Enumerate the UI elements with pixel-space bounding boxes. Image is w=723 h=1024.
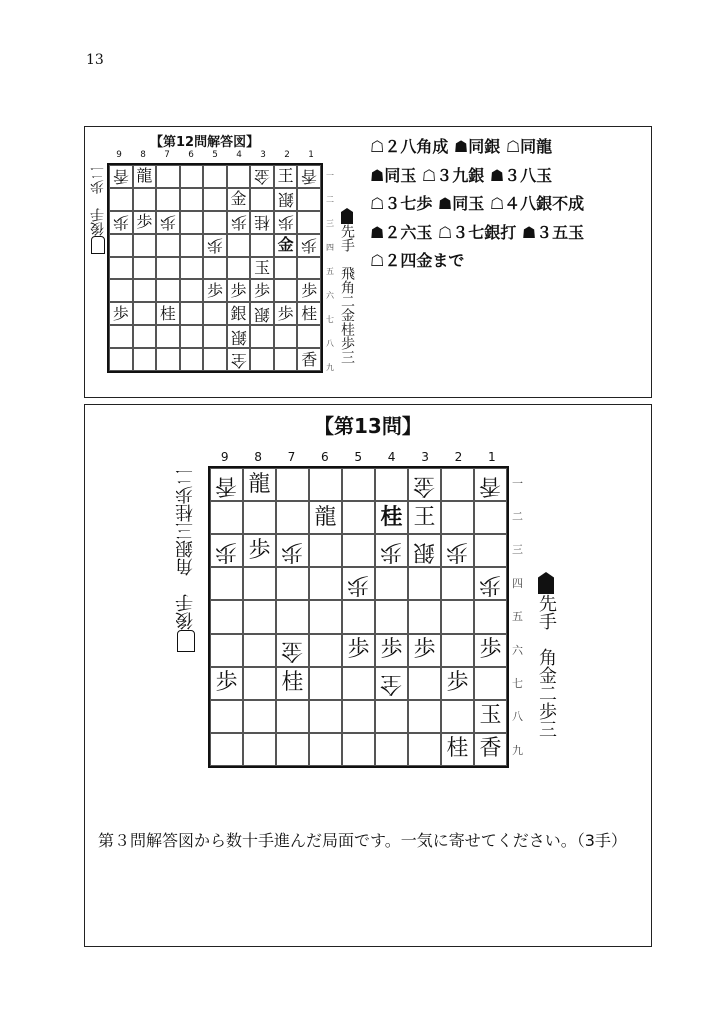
gote-piece: 歩 bbox=[215, 538, 238, 564]
q12-answer-moves bbox=[370, 133, 584, 276]
q12-sente-hand bbox=[337, 208, 357, 364]
file-label: 8 bbox=[140, 150, 146, 160]
board-square-5-9 bbox=[342, 733, 375, 766]
board-square-6-4 bbox=[309, 567, 342, 600]
board-square-7-7 bbox=[276, 667, 309, 700]
board-square-8-4 bbox=[243, 567, 276, 600]
gote-icon bbox=[177, 630, 195, 652]
q12-gote-hand bbox=[88, 166, 108, 254]
file-label: 2 bbox=[284, 150, 290, 160]
sente-piece: 玉 bbox=[254, 257, 271, 277]
sente-piece: 王 bbox=[413, 504, 436, 530]
sente-piece: 桂 bbox=[446, 736, 469, 762]
board-square-1-6 bbox=[474, 634, 507, 667]
board-square-7-9 bbox=[156, 348, 180, 371]
board-square-9-8 bbox=[109, 325, 133, 348]
sente-piece: 歩 bbox=[380, 637, 403, 663]
board-square-3-3 bbox=[250, 211, 274, 234]
gote-piece: 金 bbox=[254, 167, 271, 187]
gote-piece: 桂 bbox=[254, 213, 271, 233]
sente-piece: 龍 bbox=[136, 166, 153, 186]
board-square-5-8 bbox=[203, 325, 227, 348]
board-square-9-7 bbox=[210, 667, 243, 700]
board-square-9-9 bbox=[210, 733, 243, 766]
board-square-6-5 bbox=[180, 257, 204, 280]
board-square-9-2 bbox=[210, 501, 243, 534]
board-square-1-4 bbox=[297, 234, 321, 257]
board-square-3-6 bbox=[408, 634, 441, 667]
file-label: 1 bbox=[487, 450, 496, 464]
sente-piece: 歩 bbox=[136, 212, 153, 232]
board-square-6-5 bbox=[309, 600, 342, 633]
q13-gote-hand-text: 後手 角銀三桂歩二 bbox=[175, 468, 196, 630]
board-square-3-1 bbox=[408, 468, 441, 501]
gote-piece: 歩 bbox=[206, 236, 223, 256]
file-label: 5 bbox=[354, 450, 363, 464]
board-square-5-8 bbox=[342, 700, 375, 733]
board-square-6-1 bbox=[309, 468, 342, 501]
board-square-2-6 bbox=[274, 279, 298, 302]
q12-file-labels bbox=[107, 150, 323, 160]
board-square-9-5 bbox=[210, 600, 243, 633]
board-square-3-5 bbox=[408, 600, 441, 633]
board-square-6-4 bbox=[180, 234, 204, 257]
board-square-7-4 bbox=[276, 567, 309, 600]
board-square-8-8 bbox=[243, 700, 276, 733]
board-square-8-3 bbox=[243, 534, 276, 567]
sente-piece: 歩 bbox=[206, 280, 223, 300]
gote-piece: 金 bbox=[281, 638, 304, 664]
board-square-9-9 bbox=[109, 348, 133, 371]
board-square-6-9 bbox=[180, 348, 204, 371]
board-square-6-3 bbox=[309, 534, 342, 567]
problem-text: 第３問解答図から数十手進んだ局面です。一気に寄せてください。（3手） bbox=[98, 831, 627, 850]
board-square-8-2 bbox=[243, 501, 276, 534]
board-square-3-9 bbox=[408, 733, 441, 766]
gote-piece: 歩 bbox=[479, 571, 502, 597]
gote-piece: 歩 bbox=[446, 538, 469, 564]
board-square-5-4 bbox=[342, 567, 375, 600]
rank-label: 六 bbox=[512, 643, 523, 657]
board-square-9-8 bbox=[210, 700, 243, 733]
rank-label: 三 bbox=[326, 218, 334, 228]
gote-piece: 銀 bbox=[277, 190, 294, 210]
sente-piece: 桂 bbox=[281, 670, 304, 696]
rank-label: 九 bbox=[326, 362, 334, 372]
board-square-8-8 bbox=[133, 325, 157, 348]
board-square-3-4 bbox=[250, 234, 274, 257]
board-square-1-8 bbox=[474, 700, 507, 733]
board-square-6-6 bbox=[309, 634, 342, 667]
board-square-7-1 bbox=[276, 468, 309, 501]
board-square-9-1 bbox=[109, 165, 133, 188]
sente-piece: 桂 bbox=[380, 504, 403, 530]
board-square-7-7 bbox=[156, 302, 180, 325]
gote-piece: 歩 bbox=[347, 571, 370, 597]
board-square-9-2 bbox=[109, 188, 133, 211]
board-square-8-3 bbox=[133, 211, 157, 234]
board-square-8-9 bbox=[133, 348, 157, 371]
board-square-4-4 bbox=[227, 234, 251, 257]
sente-piece: 歩 bbox=[230, 280, 247, 300]
sente-piece: 歩 bbox=[301, 280, 318, 300]
board-square-9-4 bbox=[210, 567, 243, 600]
sente-piece: 香 bbox=[479, 736, 502, 762]
board-square-4-7 bbox=[375, 667, 408, 700]
board-square-7-5 bbox=[156, 257, 180, 280]
board-square-8-9 bbox=[243, 733, 276, 766]
board-square-3-7 bbox=[408, 667, 441, 700]
q13-board bbox=[208, 466, 509, 768]
board-square-6-7 bbox=[180, 302, 204, 325]
board-square-5-9 bbox=[203, 348, 227, 371]
board-square-4-9 bbox=[227, 348, 251, 371]
board-square-3-2 bbox=[250, 188, 274, 211]
board-square-3-7 bbox=[250, 302, 274, 325]
board-square-1-5 bbox=[297, 257, 321, 280]
rank-label: 七 bbox=[512, 677, 523, 691]
rank-label: 四 bbox=[326, 242, 334, 252]
sente-piece: 金 bbox=[277, 235, 294, 255]
board-square-4-5 bbox=[227, 257, 251, 280]
file-label: 9 bbox=[220, 450, 229, 464]
board-square-8-6 bbox=[243, 634, 276, 667]
board-square-9-5 bbox=[109, 257, 133, 280]
gote-piece: 歩 bbox=[301, 236, 318, 256]
board-square-2-5 bbox=[274, 257, 298, 280]
board-square-1-2 bbox=[474, 501, 507, 534]
sente-piece: 銀 bbox=[230, 303, 247, 323]
board-square-7-5 bbox=[276, 600, 309, 633]
board-square-5-4 bbox=[203, 234, 227, 257]
board-square-3-9 bbox=[250, 348, 274, 371]
board-square-3-5 bbox=[250, 257, 274, 280]
board-square-1-4 bbox=[474, 567, 507, 600]
board-square-1-6 bbox=[297, 279, 321, 302]
rank-label: 二 bbox=[326, 194, 334, 204]
rank-label: 九 bbox=[512, 743, 523, 757]
board-square-2-9 bbox=[274, 348, 298, 371]
board-square-2-3 bbox=[274, 211, 298, 234]
board-square-4-5 bbox=[375, 600, 408, 633]
sente-icon bbox=[538, 572, 554, 594]
file-label: 9 bbox=[116, 150, 122, 160]
board-square-5-3 bbox=[203, 211, 227, 234]
gote-piece: 歩 bbox=[230, 213, 247, 233]
q12-sente-hand-text: 先手 飛角二金桂歩三 bbox=[339, 224, 355, 364]
board-square-1-9 bbox=[474, 733, 507, 766]
q13-file-labels bbox=[208, 450, 509, 464]
board-square-2-9 bbox=[441, 733, 474, 766]
board-square-8-7 bbox=[243, 667, 276, 700]
sente-piece: 歩 bbox=[215, 670, 238, 696]
file-label: 5 bbox=[212, 150, 218, 160]
board-square-6-6 bbox=[180, 279, 204, 302]
gote-piece: 全 bbox=[380, 671, 403, 697]
gote-piece: 銀 bbox=[413, 538, 436, 564]
board-square-7-1 bbox=[156, 165, 180, 188]
board-square-5-2 bbox=[342, 501, 375, 534]
sente-piece: 歩 bbox=[446, 670, 469, 696]
board-square-7-8 bbox=[156, 325, 180, 348]
file-label: 3 bbox=[421, 450, 429, 464]
board-square-4-7 bbox=[227, 302, 251, 325]
board-square-7-8 bbox=[276, 700, 309, 733]
gote-piece: 歩 bbox=[159, 213, 176, 233]
board-square-4-9 bbox=[375, 733, 408, 766]
board-square-4-1 bbox=[375, 468, 408, 501]
gote-piece: 香 bbox=[479, 472, 502, 498]
board-square-2-2 bbox=[274, 188, 298, 211]
board-square-1-8 bbox=[297, 325, 321, 348]
board-square-9-3 bbox=[109, 211, 133, 234]
gote-piece: 香 bbox=[301, 167, 318, 187]
board-square-1-9 bbox=[297, 348, 321, 371]
gote-piece: 歩 bbox=[281, 538, 304, 564]
board-square-3-2 bbox=[408, 501, 441, 534]
board-square-2-7 bbox=[441, 667, 474, 700]
board-square-2-7 bbox=[274, 302, 298, 325]
file-label: 8 bbox=[254, 450, 262, 464]
board-square-5-1 bbox=[203, 165, 227, 188]
sente-piece: 歩 bbox=[254, 280, 271, 300]
move-line: ☖３七歩 ☗同玉 ☖４八銀不成 bbox=[370, 194, 585, 213]
board-square-9-6 bbox=[210, 634, 243, 667]
sente-piece: 龍 bbox=[248, 471, 271, 497]
sente-icon bbox=[341, 208, 353, 224]
board-square-5-6 bbox=[203, 279, 227, 302]
sente-piece: 歩 bbox=[277, 303, 294, 323]
board-square-4-6 bbox=[227, 279, 251, 302]
board-square-3-8 bbox=[250, 325, 274, 348]
rank-label: 六 bbox=[326, 290, 334, 300]
board-square-4-8 bbox=[375, 700, 408, 733]
board-square-2-1 bbox=[274, 165, 298, 188]
gote-piece: 香 bbox=[215, 472, 238, 498]
gote-piece: 金 bbox=[413, 472, 436, 498]
board-square-3-3 bbox=[408, 534, 441, 567]
sente-piece: 龍 bbox=[314, 504, 337, 530]
sente-piece: 玉 bbox=[479, 703, 502, 729]
board-square-7-4 bbox=[156, 234, 180, 257]
q12-rank-labels bbox=[326, 163, 334, 379]
board-square-7-3 bbox=[156, 211, 180, 234]
board-square-7-6 bbox=[156, 279, 180, 302]
board-square-9-3 bbox=[210, 534, 243, 567]
gote-piece: 香 bbox=[112, 167, 129, 187]
board-square-5-5 bbox=[203, 257, 227, 280]
q13-sente-hand-text: 先手 角金二歩三 bbox=[536, 594, 557, 738]
board-square-7-3 bbox=[276, 534, 309, 567]
board-square-4-8 bbox=[227, 325, 251, 348]
file-label: 7 bbox=[164, 150, 170, 160]
q12-gote-hand-text: 後手 歩二 bbox=[90, 166, 106, 236]
board-square-2-8 bbox=[441, 700, 474, 733]
board-square-5-5 bbox=[342, 600, 375, 633]
board-square-1-7 bbox=[474, 667, 507, 700]
board-square-6-8 bbox=[180, 325, 204, 348]
file-label: 6 bbox=[321, 450, 329, 464]
move-line: ☗同玉 ☖３九銀 ☗３八玉 bbox=[370, 165, 553, 185]
rank-label: 八 bbox=[326, 338, 334, 348]
sente-piece: 歩 bbox=[479, 637, 502, 663]
move-line: ☖２八角成 ☗同銀 ☖同龍 bbox=[370, 137, 553, 156]
board-square-4-3 bbox=[375, 534, 408, 567]
file-label: 4 bbox=[236, 150, 242, 160]
move-line: ☖２四金まで bbox=[370, 251, 465, 270]
q13-title: 【第13問】 bbox=[314, 414, 422, 438]
board-square-8-2 bbox=[133, 188, 157, 211]
rank-label: 三 bbox=[512, 543, 523, 557]
board-square-8-7 bbox=[133, 302, 157, 325]
board-square-8-5 bbox=[243, 600, 276, 633]
board-square-5-7 bbox=[203, 302, 227, 325]
board-square-7-2 bbox=[156, 188, 180, 211]
board-square-3-6 bbox=[250, 279, 274, 302]
file-label: 2 bbox=[454, 450, 463, 464]
board-square-4-3 bbox=[227, 211, 251, 234]
board-square-2-5 bbox=[441, 600, 474, 633]
gote-icon bbox=[91, 236, 105, 254]
board-square-5-1 bbox=[342, 468, 375, 501]
gote-piece: 銀 bbox=[230, 327, 247, 347]
board-square-7-6 bbox=[276, 634, 309, 667]
file-label: 6 bbox=[188, 150, 194, 160]
rank-label: 八 bbox=[512, 710, 523, 724]
page-number: 13 bbox=[86, 52, 104, 68]
board-square-2-1 bbox=[441, 468, 474, 501]
gote-piece: 歩 bbox=[112, 213, 129, 233]
board-square-3-4 bbox=[408, 567, 441, 600]
board-square-4-2 bbox=[375, 501, 408, 534]
board-square-8-1 bbox=[133, 165, 157, 188]
board-square-2-6 bbox=[441, 634, 474, 667]
board-square-8-6 bbox=[133, 279, 157, 302]
rank-label: 一 bbox=[512, 476, 523, 490]
sente-piece: 歩 bbox=[347, 637, 370, 663]
board-square-4-1 bbox=[227, 165, 251, 188]
board-square-6-3 bbox=[180, 211, 204, 234]
move-line: ☗２六玉 ☖３七銀打 ☗３五玉 bbox=[370, 222, 585, 242]
rank-label: 四 bbox=[512, 576, 523, 590]
board-square-4-2 bbox=[227, 188, 251, 211]
board-square-5-6 bbox=[342, 634, 375, 667]
gote-piece: 歩 bbox=[380, 538, 403, 564]
board-square-8-5 bbox=[133, 257, 157, 280]
sente-piece: 歩 bbox=[112, 303, 129, 323]
board-square-6-2 bbox=[309, 501, 342, 534]
file-label: 4 bbox=[387, 450, 396, 464]
gote-piece: 銀 bbox=[254, 304, 271, 324]
rank-label: 五 bbox=[512, 610, 523, 624]
board-square-8-1 bbox=[243, 468, 276, 501]
board-square-2-4 bbox=[441, 567, 474, 600]
board-square-4-4 bbox=[375, 567, 408, 600]
board-square-7-2 bbox=[276, 501, 309, 534]
board-square-6-2 bbox=[180, 188, 204, 211]
sente-piece: 香 bbox=[301, 349, 318, 369]
board-square-9-1 bbox=[210, 468, 243, 501]
q13-rank-labels bbox=[512, 466, 523, 767]
board-square-6-9 bbox=[309, 733, 342, 766]
board-square-6-1 bbox=[180, 165, 204, 188]
file-label: 1 bbox=[308, 150, 314, 160]
gote-piece: 全 bbox=[230, 350, 247, 370]
board-square-9-7 bbox=[109, 302, 133, 325]
q13-sente-hand bbox=[533, 572, 559, 738]
board-square-1-5 bbox=[474, 600, 507, 633]
rank-label: 五 bbox=[326, 266, 334, 276]
board-square-1-3 bbox=[474, 534, 507, 567]
file-label: 3 bbox=[260, 150, 266, 160]
board-square-1-1 bbox=[474, 468, 507, 501]
board-square-4-6 bbox=[375, 634, 408, 667]
board-square-9-4 bbox=[109, 234, 133, 257]
rank-label: 一 bbox=[326, 170, 334, 180]
rank-label: 七 bbox=[326, 314, 334, 324]
sente-piece: 桂 bbox=[159, 303, 176, 323]
sente-piece: 王 bbox=[277, 166, 294, 186]
board-square-1-1 bbox=[297, 165, 321, 188]
board-square-2-4 bbox=[274, 234, 298, 257]
q12-board bbox=[107, 163, 323, 373]
board-square-8-4 bbox=[133, 234, 157, 257]
board-square-6-7 bbox=[309, 667, 342, 700]
board-square-1-3 bbox=[297, 211, 321, 234]
sente-piece: 金 bbox=[230, 189, 247, 209]
file-label: 7 bbox=[287, 450, 296, 464]
board-square-2-3 bbox=[441, 534, 474, 567]
board-square-2-2 bbox=[441, 501, 474, 534]
board-square-5-7 bbox=[342, 667, 375, 700]
q13-gote-hand bbox=[173, 468, 199, 652]
board-square-1-2 bbox=[297, 188, 321, 211]
rank-label: 二 bbox=[512, 510, 523, 524]
board-square-2-8 bbox=[274, 325, 298, 348]
q12-title: 【第12問解答図】 bbox=[150, 135, 260, 150]
gote-piece: 歩 bbox=[277, 213, 294, 233]
sente-piece: 歩 bbox=[248, 537, 271, 563]
board-square-5-3 bbox=[342, 534, 375, 567]
board-square-1-7 bbox=[297, 302, 321, 325]
board-square-9-6 bbox=[109, 279, 133, 302]
sente-piece: 桂 bbox=[301, 303, 318, 323]
board-square-6-8 bbox=[309, 700, 342, 733]
sente-piece: 歩 bbox=[413, 637, 436, 663]
board-square-3-1 bbox=[250, 165, 274, 188]
board-square-7-9 bbox=[276, 733, 309, 766]
board-square-3-8 bbox=[408, 700, 441, 733]
board-square-5-2 bbox=[203, 188, 227, 211]
